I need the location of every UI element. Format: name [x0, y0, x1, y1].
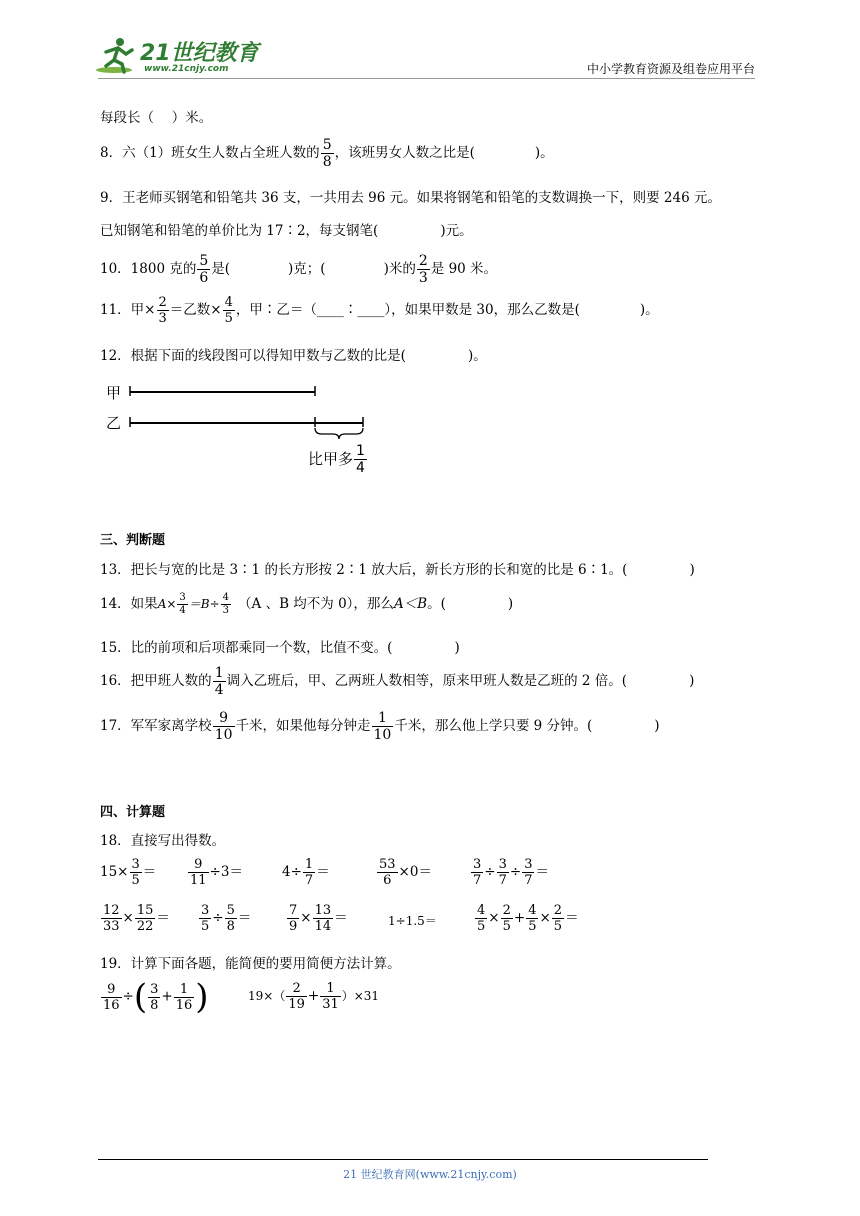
diagram-label-yi: 乙 — [106, 414, 122, 432]
fraction: $\frac{9}{10}$ — [214, 710, 233, 743]
fraction: $\frac{3}{5}$ — [201, 903, 210, 934]
question-7-tail: 每段长（ ）米。 — [100, 110, 213, 126]
calc-expression-2: 19×（ $\frac{2}{19}$ + $\frac{1}{31}$ ）×31 — [248, 981, 380, 1012]
fraction: $\frac{3}{8}$ — [150, 981, 159, 1013]
diagram-label-jia: 甲 — [106, 384, 122, 402]
calc-item: $\frac{7}{9}$ × $\frac{13}{14}$ ＝ — [289, 903, 348, 934]
fraction: $\frac{1}{4}$ — [214, 665, 224, 698]
question-17: 17．军军家离学校 $\frac{9}{10}$ 千米，如果他每分钟走 $\frac{1}{10}$ 千米，那么他上学只要 9 分钟。( ) — [100, 710, 660, 743]
calc-item: $\frac{12}{33}$ × $\frac{15}{22}$ ＝ — [103, 903, 170, 934]
question-9-line2: 已知钢笔和铅笔的单价比为 17∶2，每支钢笔( )元。 — [100, 223, 473, 239]
fraction: $\frac{3}{7}$ — [473, 857, 482, 888]
question-15: 15．比的前项和后项都乘同一个数，比值不变。( ) — [100, 640, 460, 656]
question-8: 8．六（1）班女生人数占全班人数的 $\frac{5}{8}$ ，该班男女人数之比是( )。 — [100, 137, 554, 170]
fraction: $\frac{2}{5}$ — [502, 903, 511, 934]
fraction: $\frac{1}{31}$ — [322, 981, 339, 1012]
question-13: 13．把长与宽的比是 3∶1 的长方形按 2∶1 放大后，新长方形的长和宽的比是 6∶1。( ) — [100, 562, 695, 578]
calc-expression-1: $\frac{9}{16}$ ÷( $\frac{3}{8}$ + $\frac{1}{16}$ ) — [103, 977, 209, 1017]
footer-text[interactable]: 21 世纪教育网(www.21cnjy.com) — [343, 1168, 517, 1181]
fraction: $\frac{1}{7}$ — [304, 857, 314, 888]
fraction: $\frac{7}{9}$ — [289, 903, 298, 934]
fraction: $\frac{53}{6}$ — [379, 857, 396, 888]
question-19-title: 19．计算下面各题，能简便的要用简便方法计算。 — [100, 956, 401, 972]
calc-item: $\frac{9}{11}$ ÷3＝ — [190, 857, 243, 888]
calc-item: $\frac{3}{5}$ ÷ $\frac{5}{8}$ ＝ — [201, 903, 252, 934]
footer-divider — [98, 1159, 708, 1160]
fraction: $\frac{3}{7}$ — [524, 857, 533, 888]
section-title-3: 三、判断题 — [100, 533, 166, 548]
fraction: $\frac{3}{7}$ — [498, 857, 507, 888]
section-title-4: 四、计算题 — [100, 805, 166, 820]
fraction: $\frac{9}{16}$ — [103, 981, 120, 1013]
calc-item: 15× $\frac{3}{5}$ ＝ — [100, 857, 157, 888]
calc-item: 4÷ $\frac{1}{7}$ ＝ — [282, 857, 330, 888]
site-logo — [96, 34, 259, 78]
fraction: $\frac{3}{4}$ — [179, 592, 186, 616]
fraction: $\frac{4}{5}$ — [528, 903, 537, 934]
diagram-note: 比甲多 $\frac{1}{4}$ — [308, 443, 365, 476]
fraction: $\frac{5}{6}$ — [199, 253, 209, 286]
question-16: 16．把甲班人数的 $\frac{1}{4}$ 调入乙班后，甲、乙两班人数相等，原来甲班人数是乙班的 2 倍。( ) — [100, 665, 695, 698]
platform-name: 中小学教育资源及组卷应用平台 — [586, 62, 755, 76]
fraction: $\frac{3}{5}$ — [131, 857, 140, 888]
question-18-title: 18．直接写出得数。 — [100, 833, 226, 849]
question-12: 12．根据下面的线段图可以得知甲数与乙数的比是( )。 — [100, 348, 487, 364]
logo-url: www.21cnjy.com — [144, 64, 229, 74]
question-9-line1: 9．王老师买钢笔和铅笔共 36 支，一共用去 96 元。如果将钢笔和铅笔的支数调换一下，则要 246 元。 — [100, 190, 721, 206]
fraction: $\frac{4}{5}$ — [224, 295, 233, 326]
fraction: $\frac{1}{16}$ — [175, 981, 193, 1013]
fraction: $\frac{5}{8}$ — [322, 137, 332, 170]
fraction: $\frac{1}{4}$ — [356, 443, 365, 476]
calc-item: $\frac{3}{7}$ ÷ $\frac{3}{7}$ ÷ $\frac{3}{7}$ ＝ — [473, 857, 549, 888]
fraction: $\frac{12}{33}$ — [103, 903, 120, 934]
fraction: $\frac{1}{10}$ — [373, 710, 392, 743]
calc-item: $\frac{53}{6}$ ×0＝ — [379, 857, 432, 888]
fraction: $\frac{2}{5}$ — [553, 903, 563, 934]
header-divider — [98, 78, 755, 79]
fraction: $\frac{2}{3}$ — [158, 295, 167, 326]
fraction: $\frac{2}{19}$ — [288, 981, 305, 1012]
logo-text: 21世纪教育 — [140, 41, 259, 66]
question-11: 11．甲× $\frac{2}{3}$ ＝乙数× $\frac{4}{5}$ ，甲∶乙＝（____∶____），如果甲数是 30，那么乙数是( )。 — [100, 295, 659, 326]
fraction: $\frac{2}{3}$ — [418, 253, 428, 286]
fraction: $\frac{4}{5}$ — [477, 903, 486, 934]
fraction: $\frac{13}{14}$ — [314, 903, 332, 934]
fraction: $\frac{5}{8}$ — [226, 903, 235, 934]
fraction: $\frac{15}{22}$ — [136, 903, 154, 934]
calc-item: $\frac{4}{5}$ × $\frac{2}{5}$ + $\frac{4}{5}$ × $\frac{2}{5}$ ＝ — [477, 903, 579, 934]
calc-item: 1÷1.5＝ — [388, 914, 437, 928]
fraction: $\frac{4}{3}$ — [222, 592, 230, 616]
fraction: $\frac{9}{11}$ — [190, 857, 207, 888]
segment-diagram — [100, 378, 400, 488]
question-10: 10．1800 克的 $\frac{5}{6}$ 是( )克；( )米的 $\frac{2}{3}$ 是 90 米。 — [100, 253, 498, 286]
question-14: 14．如果A× $\frac{3}{4}$ ＝B÷ $\frac{4}{3}$ （A 、B 均不为 0），那么A＜B。( ) — [100, 592, 514, 616]
